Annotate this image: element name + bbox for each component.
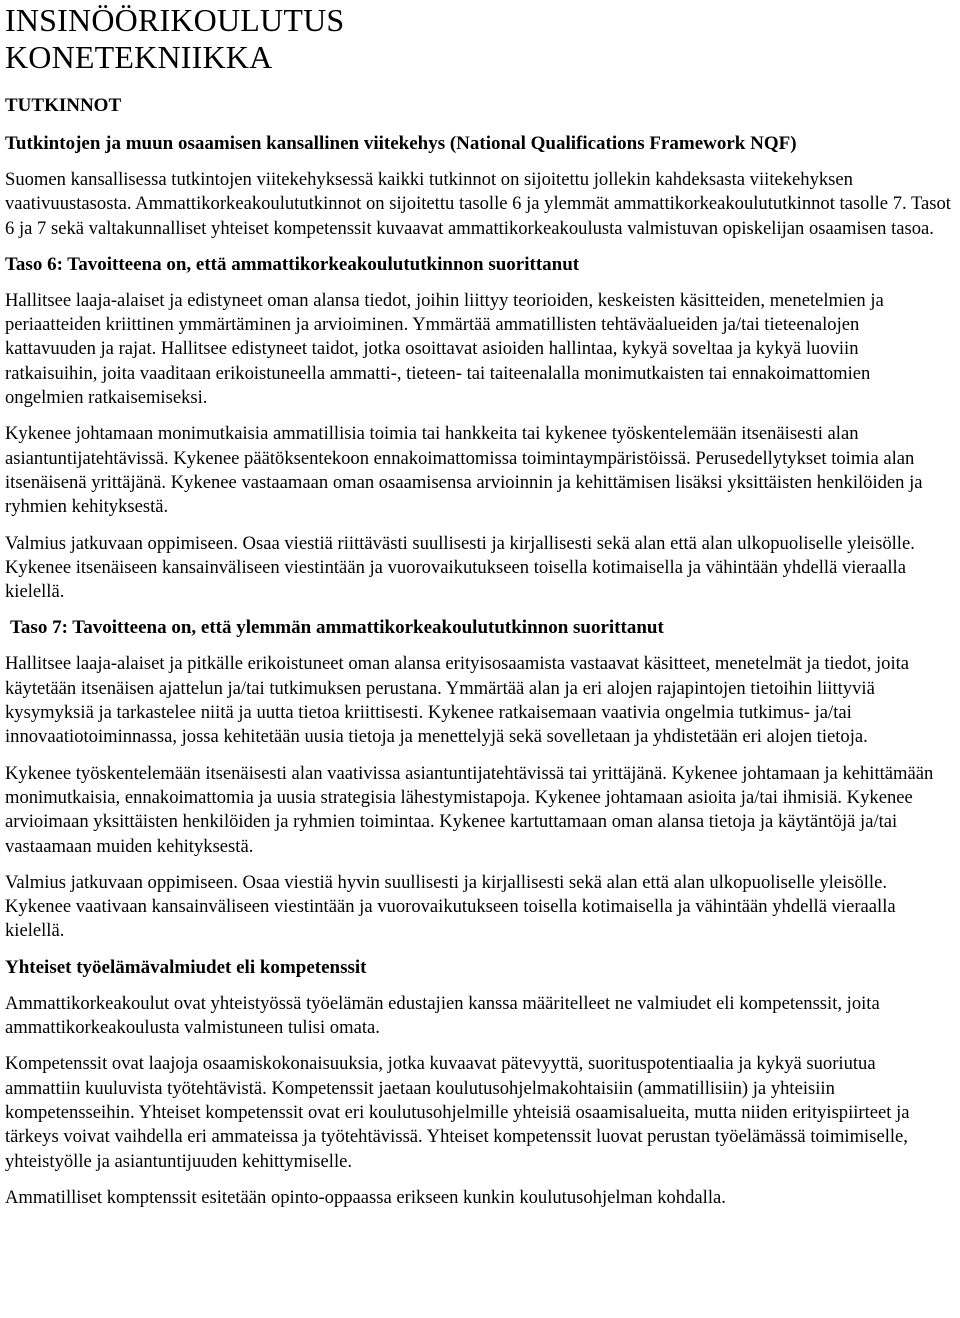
nqf-paragraph: Suomen kansallisessa tutkintojen viitekehyksessä kaikki tutkinnot on sijoitettu jollekin kahdeksasta viitekehyksen vaativuustasosta. Ammattikorkeakoulututkinnot on sijoitettu tasolle 6 ja ylemmät ammattikorkeakoulututkinnot tasolle 7. Tasot 6 ja 7 sekä valtakunnalliset yhteiset kompetenssit kuvaavat ammattikorkeakoulusta valmistuvan opiskelijan osaamisen tasoa. [5,169,951,239]
competences-heading: Yhteiset työelämävalmiudet eli kompetenssit [5,956,367,978]
competences-paragraph-1: Ammattikorkeakoulut ovat yhteistyössä työelämän edustajien kanssa määritelleet ne valmiudet eli kompetenssit, joita ammattikorkeakoulusta valmistuneen tulisi omata. [5,992,880,1039]
title-line-1: INSINÖÖRIKOULUTUS [5,2,345,38]
title-line-2: KONETEKNIIKKA [5,39,273,75]
level6-heading: Taso 6: Tavoitteena on, että ammattikorkeakoulututkinnon suorittanut [5,253,580,275]
document-title [5,2,952,76]
section-heading-tutkinnot: TUTKINNOT [5,95,122,116]
level6-paragraph-3: Valmius jatkuvaan oppimiseen. Osaa viestiä riittävästi suullisesti ja kirjallisesti sekä alan että alan ulkopuoliselle yleisölle. Kykenee itsenäiseen kansainväliseen viestintään ja vuorovaikutukseen toisella kotimaisella ja vähintään yhdellä vieraalla kielellä. [5,532,915,603]
nqf-heading: Tutkintojen ja muun osaamisen kansallinen viitekehys (National Qualifications Framework NQF) [5,133,797,154]
level7-heading: Taso 7: Tavoitteena on, että ylemmän ammattikorkeakoulututkinnon suorittanut [10,617,664,639]
level7-paragraph-1: Hallitsee laaja-alaiset ja pitkälle erikoistuneet oman alansa erityisosaamista vastaavat käsitteet, menetelmät ja tiedot, joita käytetään itsenäisen ajattelun ja/tai tutkimuksen perustana. Ymmärtää alan ja eri alojen rajapintojen tietoihin liittyviä kysymyksiä ja tarkastelee niitä ja uutta tietoa kriittisesti. Kykenee ratkaisemaan vaativia ongelmia tutkimus- ja/tai innovaatiotoiminnassa, jossa kehitetään uusia tietoja ja menettelyjä sekä sovelletaan ja yhdistetään eri alojen tietoja. [5,653,910,748]
competences-paragraph-2: Kompetenssit ovat laajoja osaamiskokonaisuuksia, jotka kuvaavat pätevyyttä, suorituspotentiaalia ja kykyä suoriutua ammattiin kuuluvista työtehtävistä. Kompetenssit jaetaan koulutusohjelmakohtaisiin (ammatillisiin) ja yhteisiin kompetensseihin. Yhteiset kompetenssit ovat eri koulutusohjelmille yhteisiä osaamisalueita, mutta niiden erityispiirteet ja tärkeys voivat vaihdella eri ammateissa ja työtehtävissä. Yhteiset kompetenssit luovat perustan työelämässä toimimiselle, yhteistyölle ja asiantuntijuuden kehittymiselle. [5,1053,910,1172]
level6-paragraph-2: Kykenee johtamaan monimutkaisia ammatillisia toimia tai hankkeita tai kykenee työskentelemään itsenäisesti alan asiantuntijatehtävissä. Kykenee päätöksentekoon ennakoimattomissa toimintaympäristöissä. Perusedellytykset toimia alan itsenäisenä yrittäjänä. Kykenee vastaamaan oman osaamisensa arvioinnin ja kehittämisen lisäksi yksittäisten henkilöiden ja ryhmien kehityksestä. [5,423,923,518]
level6-paragraph-1: Hallitsee laaja-alaiset ja edistyneet oman alansa tiedot, joihin liittyy teorioiden, keskeisten käsitteiden, menetelmien ja periaatteiden kriittinen ymmärtäminen ja arvioiminen. Ymmärtää ammatillisten tehtäväalueiden ja/tai tieteenalojen kattavuuden ja rajat. Hallitsee edistyneet taidot, jotka osoittavat asioiden hallintaa, kykyä soveltaa ja kykyä luoviin ratkaisuihin, joita vaaditaan erikoistuneella ammatti-, tieteen- tai taiteenalalla monimutkaisten tai ennakoimattomien ongelmien ratkaisemiseksi. [5,289,884,409]
level7-paragraph-2: Kykenee työskentelemään itsenäisesti alan vaativissa asiantuntijatehtävissä tai yrittäjänä. Kykenee johtamaan ja kehittämään monimutkaisia, ennakoimattomia ja uusia strategisia lähestymistapoja. Kykenee johtamaan asioita ja/tai ihmisiä. Kykenee arvioimaan yksittäisten henkilöiden ja ryhmien toimintaa. Kykenee kartuttamaan oman alansa tietoja ja käytäntöjä ja/tai vastaamaan muiden kehityksestä. [5,762,934,857]
level7-paragraph-3: Valmius jatkuvaan oppimiseen. Osaa viestiä hyvin suullisesti ja kirjallisesti sekä alan että alan ulkopuoliselle yleisölle. Kykenee vaativaan kansainväliseen viestintään ja vuorovaikutukseen toisella kotimaisella ja vähintään yhdellä vieraalla kielellä. [5,871,896,942]
competences-paragraph-3: Ammatilliset komptenssit esitetään opinto-oppaassa erikseen kunkin koulutusohjelman kohdalla. [5,1186,726,1208]
